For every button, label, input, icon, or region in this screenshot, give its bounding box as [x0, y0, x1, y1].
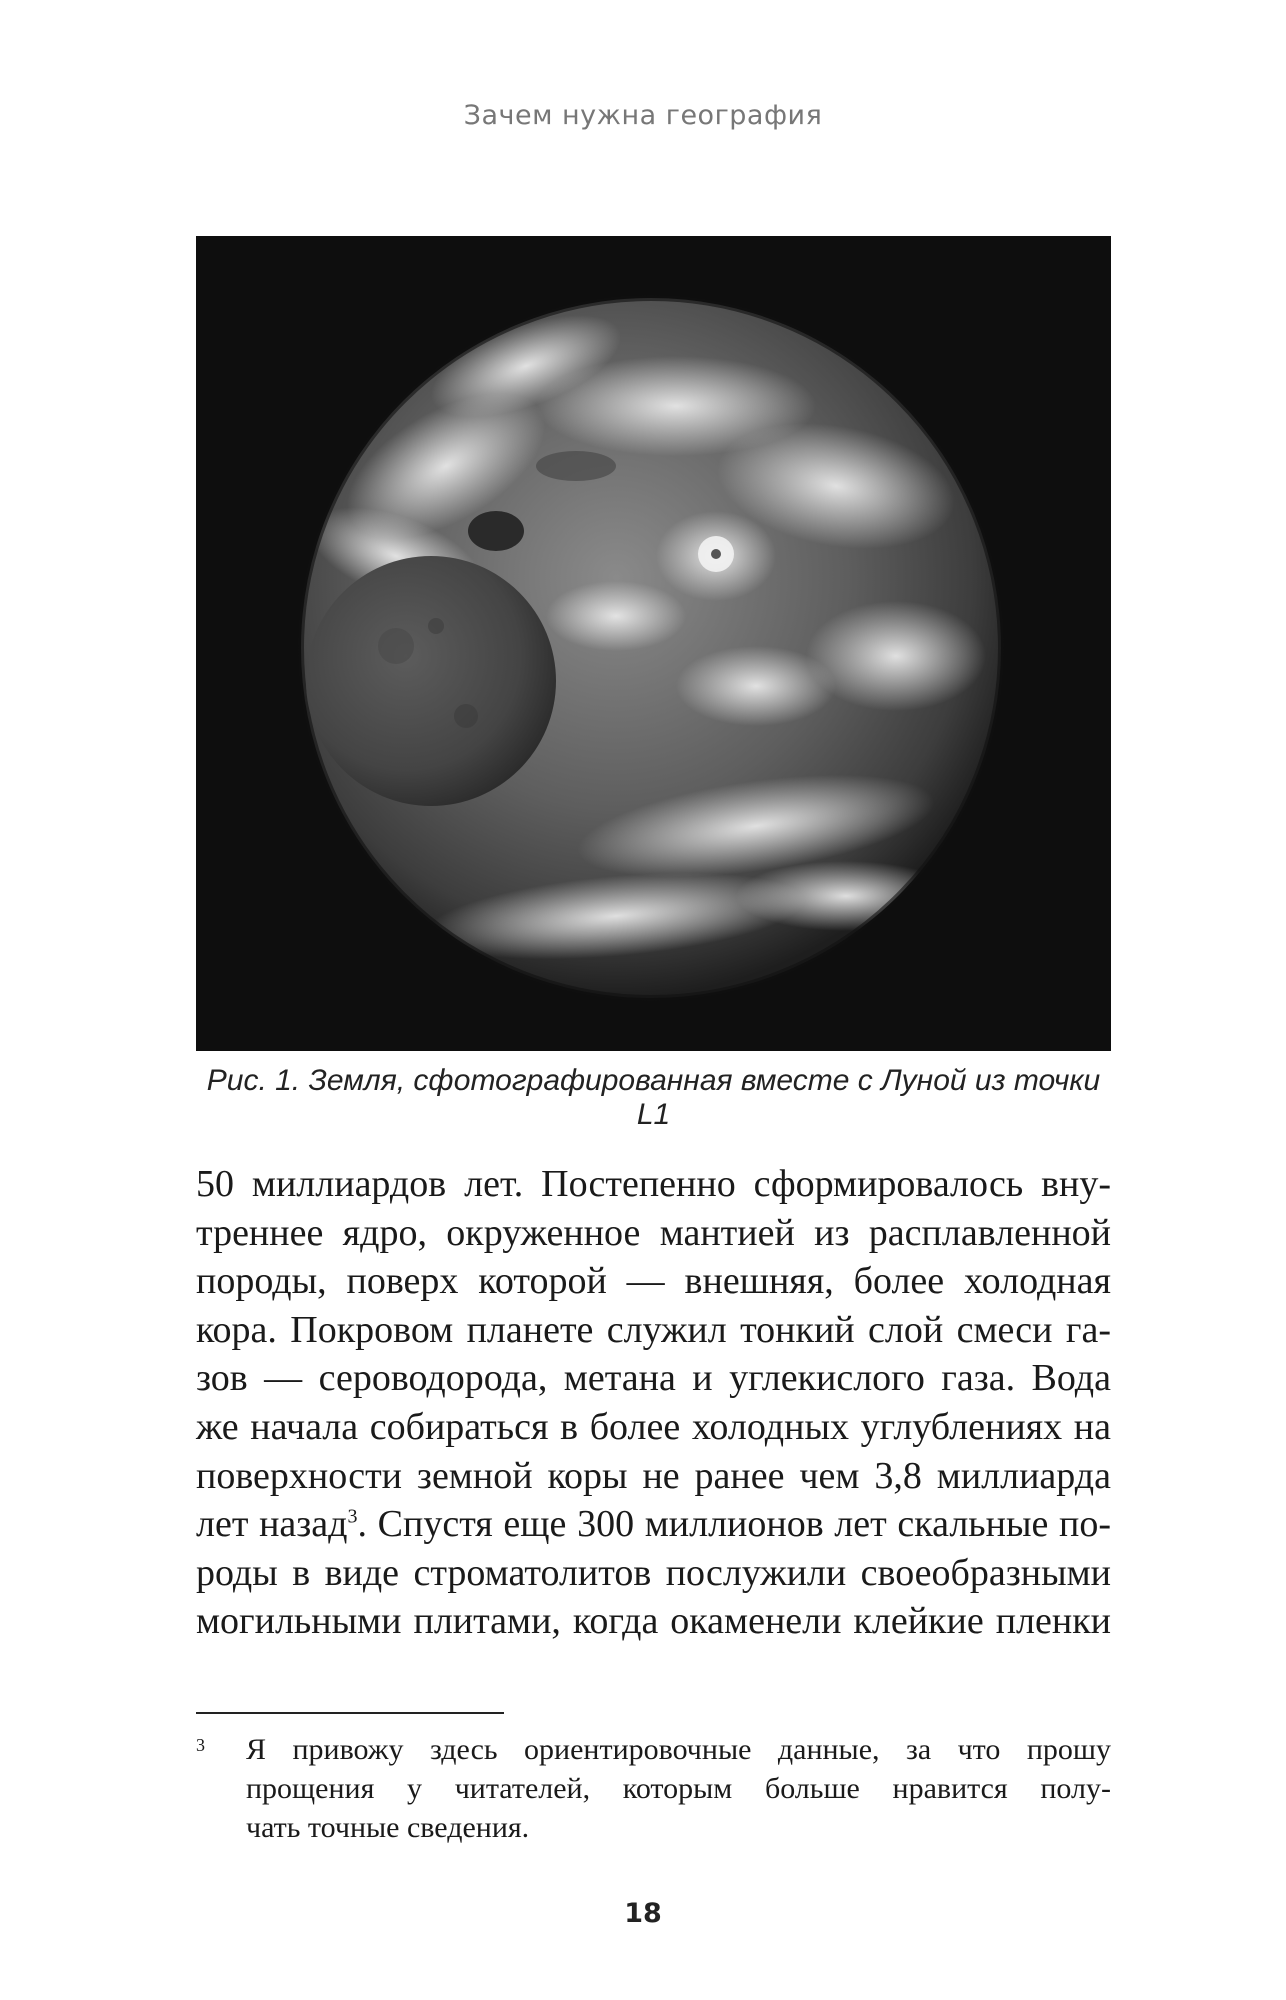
body-line: могильными плитами, когда окаменели клейкие пленки — [196, 1600, 1111, 1643]
footnote-reference[interactable]: 3 — [347, 1505, 358, 1528]
body-line: роды в виде строматолитов послужили своеобразными — [196, 1551, 1111, 1594]
figure-caption: Рис. 1. Земля, сфотографированная вместе с Луной из точки L1 — [206, 1064, 1101, 1131]
running-head: Зачем нужна география — [463, 100, 823, 131]
footnote — [196, 1730, 1111, 1847]
footnote-divider — [196, 1712, 504, 1714]
footnote-body — [246, 1730, 1111, 1847]
body-line: же начала собираться в более холодных углублениях на — [196, 1405, 1111, 1448]
body-line: зов — сероводорода, метана и углекислого газа. Вода — [196, 1357, 1111, 1400]
footnote-number: 3 — [196, 1735, 205, 1755]
body-text — [196, 1160, 1111, 1646]
body-line-with-footnote-ref — [196, 1500, 1111, 1549]
page-number: 18 — [624, 1898, 662, 1929]
body-text-fragment: лет назад — [196, 1503, 348, 1546]
body-line: породы, поверх которой — внешняя, более холодная — [196, 1260, 1111, 1303]
footnote-line: чать точные сведения. — [246, 1811, 530, 1844]
footnote-line: прощения у читателей, которым больше нравится полу- — [246, 1772, 1111, 1805]
earth-and-moon-photo — [196, 236, 1111, 1051]
body-line: треннее ядро, окруженное мантией из расплавленной — [196, 1211, 1111, 1254]
moon-disc — [306, 556, 556, 806]
earth-moon-figure — [196, 236, 1111, 1051]
footnote-line: Я привожу здесь ориентировочные данные, за что прошу — [246, 1733, 1111, 1766]
body-text-fragment: . Спустя еще 300 миллионов лет скальные по- — [357, 1503, 1111, 1546]
body-line: поверхности земной коры не ранее чем 3,8 миллиарда — [196, 1454, 1111, 1497]
body-line: кора. Покровом планете служил тонкий слой смеси га- — [196, 1308, 1111, 1351]
body-line: 50 миллиардов лет. Постепенно сформировалось вну- — [196, 1163, 1111, 1205]
